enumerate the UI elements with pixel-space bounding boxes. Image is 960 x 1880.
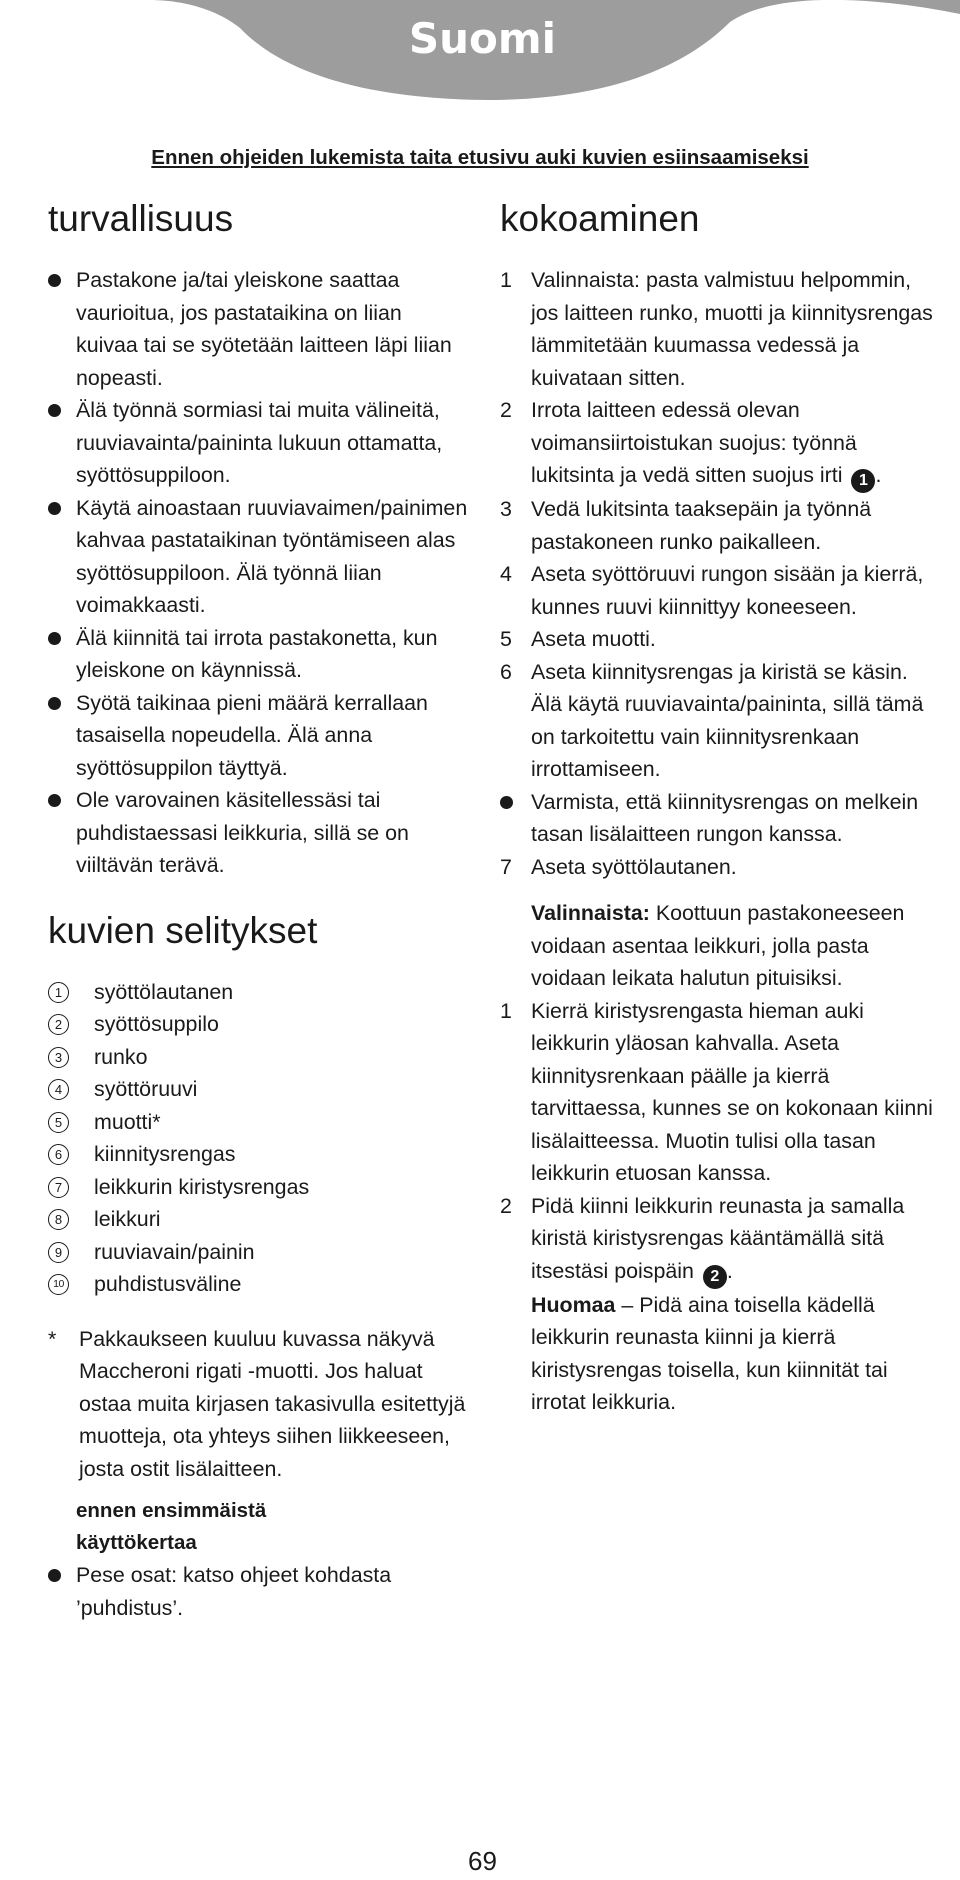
cutter-step: 1 Kierrä kiristysrengasta hieman auki leikkurin yläosan kahvalla. Aseta kiinnitysrenkaan päälle ja kierrä tarvittaessa, kunnes se on kokonaan kiinni lisälaitteessa. Muotin tulisi olla tasan leikkurin etuosan kanssa. [500,998,933,1185]
number-circle-icon: 9 [48,1242,69,1263]
bullet-icon [48,1569,61,1582]
number-circle-icon: 3 [48,1047,69,1068]
figure-ref-icon: 2 [703,1265,727,1289]
legend-item: 8 leikkuri [48,1203,468,1236]
safety-list [48,264,468,882]
bullet-icon [48,632,61,645]
number-circle-icon: 5 [48,1112,69,1133]
assembly-step: 4 Aseta syöttöruuvi rungon sisään ja kierrä, kunnes ruuvi kiinnittyy koneeseen. [500,562,924,619]
bullet-icon [48,697,61,710]
number-circle-icon: 7 [48,1177,69,1198]
bullet-icon [48,274,61,287]
number-circle-icon: 2 [48,1014,69,1035]
optional-note: Valinnaista: Koottuun pastakoneeseen voidaan asentaa leikkuri, jolla pasta voidaan leikata halutun pituisiksi. [531,901,905,990]
legend-item: 9 ruuviavain/painin [48,1236,468,1269]
legend-heading: kuvien selitykset [48,909,318,951]
bullet-icon [500,796,513,809]
first-use-heading: ennen ensimmäistä käyttökertaa [76,1499,267,1554]
safety-item: Älä työnnä sormiasi tai muita välineitä, ruuviavainta/paininta lukuun ottamatta, syöttösuppiloon. [48,394,468,492]
number-circle-icon: 1 [48,982,69,1003]
assembly-steps [500,264,940,883]
page-title: Suomi [408,14,557,63]
important-note: Huomaa – Pidä aina toisella kädellä leikkurin reunasta kiinni ja kierrä kiristysrengas toisella, kun kiinnität tai irrotat leikkuria. [531,1292,888,1414]
assembly-step: 1 Valinnaista: pasta valmistuu helpommin, jos laitteen runko, muotti ja kiinnitysrengas lämmitetään kuumassa vedessä ja kuivataan sitten. [500,268,933,390]
legend-item: 10 puhdistusväline [48,1268,468,1301]
assembly-step: 5 Aseta muotti. [500,627,656,651]
legend-list [48,976,468,1301]
bullet-icon [48,404,61,417]
number-circle-icon: 6 [48,1144,69,1165]
bullet-icon [48,502,61,515]
safety-heading: turvallisuus [48,198,234,239]
legend-item: 6 kiinnitysrengas [48,1138,468,1171]
legend-item: 1 syöttölautanen [48,976,468,1009]
safety-item: Käytä ainoastaan ruuviavaimen/painimen kahvaa pastataikinan työntämiseen alas syöttösuppiloon. Älä työnnä liian voimakkaasti. [48,492,468,622]
number-circle-icon: 4 [48,1079,69,1100]
right-column [500,196,940,1419]
safety-item: Ole varovainen käsitellessäsi tai puhdistaessasi leikkuria, sillä se on viiltävän terävä. [48,784,468,882]
left-column [48,196,468,1624]
legend-item: 7 leikkurin kiristysrengas [48,1171,468,1204]
intro-note: Ennen ohjeiden lukemista taita etusivu auki kuvien esiinsaamiseksi [151,146,809,169]
footnote-marker: * [48,1326,57,1351]
footnote: * Pakkaukseen kuuluu kuvassa näkyvä Maccheroni rigati -muotti. Jos haluat ostaa muita kirjasen takasivulla esitettyjä muotteja, ota yhteys siihen liikkeeseen, josta ostit lisälaitteen. [48,1323,468,1486]
legend-item: 4 syöttöruuvi [48,1073,468,1106]
safety-item: Pastakone ja/tai yleiskone saattaa vaurioitua, jos pastataikina on liian kuivaa tai se syötetään laitteen läpi liian nopeasti. [48,264,468,394]
assembly-note: Varmista, että kiinnitysrengas on melkein tasan lisälaitteen rungon kanssa. [500,786,940,851]
cutter-steps [500,995,940,1289]
figure-ref-icon: 1 [851,469,875,493]
assembly-step: 6 Aseta kiinnitysrengas ja kiristä se käsin. Älä käytä ruuviavainta/paininta, sillä tämä on tarkoitettu vain kiinnitysrenkaan irrottamiseen. [500,659,924,781]
safety-item: Älä kiinnitä tai irrota pastakonetta, kun yleiskone on käynnissä. [48,622,468,687]
legend-item: 3 runko [48,1041,468,1074]
assembly-step: 3 Vedä lukitsinta taaksepäin ja työnnä pastakoneen runko paikalleen. [500,497,872,554]
assembly-step: 2 Irrota laitteen edessä olevan voimansiirtoistukan suojus: työnnä lukitsinta ja vedä sitten suojus irti 1 . [500,394,940,493]
page-number: 69 [468,1846,497,1876]
legend-item: 5 muotti* [48,1106,468,1139]
assembly-step: 7 Aseta syöttölautanen. [500,854,737,879]
first-use-item: Pese osat: katso ohjeet kohdasta ’puhdistus’. [48,1559,468,1624]
bullet-icon [48,794,61,807]
assembly-heading: kokoaminen [500,198,700,239]
cutter-step: 2 Pidä kiinni leikkurin reunasta ja samalla kiristä kiristysrengas kääntämällä sitä itsestäsi poispäin 2 . [500,1190,940,1289]
legend-item: 2 syöttösuppilo [48,1008,468,1041]
safety-item: Syötä taikinaa pieni määrä kerrallaan tasaisella nopeudella. Älä anna syöttösuppilon täyttyä. [48,687,468,785]
number-circle-icon: 10 [48,1274,69,1295]
number-circle-icon: 8 [48,1209,69,1230]
